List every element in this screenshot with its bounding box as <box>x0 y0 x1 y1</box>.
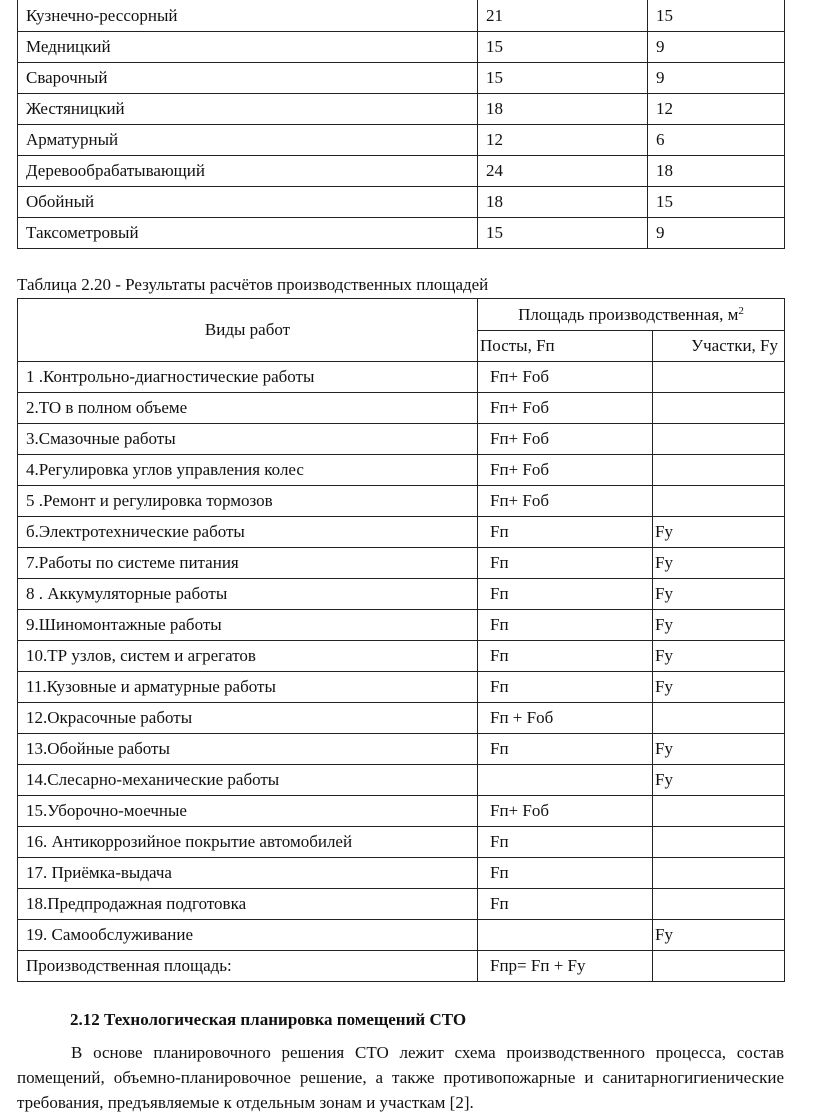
table-row <box>18 765 785 796</box>
table-cell: Fп <box>478 641 653 672</box>
table-cell: Fп+ Fоб <box>478 796 653 827</box>
table-row <box>18 156 785 187</box>
table-row <box>18 0 785 32</box>
table-row <box>18 187 785 218</box>
table-cell: Fп+ Fоб <box>478 455 653 486</box>
table-cell: Арматурный <box>18 125 478 156</box>
table-cell: 8 . Аккумуляторные работы <box>18 579 478 610</box>
header-sections: Участки, Fу <box>653 331 785 362</box>
workshop-table-body <box>18 0 785 249</box>
table-row <box>18 424 785 455</box>
table-cell <box>653 486 785 517</box>
table-cell: 15 <box>648 0 785 32</box>
table-cell: Fy <box>653 641 785 672</box>
table-cell <box>653 951 785 982</box>
production-area-table-body <box>18 362 785 982</box>
table-cell <box>653 393 785 424</box>
table-cell: 15 <box>478 218 648 249</box>
table-cell: Fy <box>653 548 785 579</box>
table-cell: 24 <box>478 156 648 187</box>
header-work-types: Виды работ <box>18 299 478 362</box>
table-cell <box>653 362 785 393</box>
table-cell: Fп <box>478 734 653 765</box>
table-cell: Fп <box>478 517 653 548</box>
table-row <box>18 703 785 734</box>
table-cell: Fп <box>478 672 653 703</box>
table-row <box>18 486 785 517</box>
table-cell: Fy <box>653 579 785 610</box>
table-cell: Fy <box>653 765 785 796</box>
table-cell: 15 <box>478 63 648 94</box>
header-posts: Посты, Fп <box>478 331 653 362</box>
table-cell: 17. Приёмка-выдача <box>18 858 478 889</box>
table-cell <box>653 455 785 486</box>
table-cell: Fy <box>653 734 785 765</box>
table-cell: Сварочный <box>18 63 478 94</box>
table-cell: 15 <box>648 187 785 218</box>
table-cell: 12.Окрасочные работы <box>18 703 478 734</box>
table-cell: 12 <box>478 125 648 156</box>
table-cell: 3.Смазочные работы <box>18 424 478 455</box>
table-cell: 13.Обойные работы <box>18 734 478 765</box>
table-cell <box>653 889 785 920</box>
table-row <box>18 579 785 610</box>
table-cell: 6 <box>648 125 785 156</box>
table-cell: Fп + Fоб <box>478 703 653 734</box>
table-cell: 14.Слесарно-механические работы <box>18 765 478 796</box>
table-cell: Производственная площадь: <box>18 951 478 982</box>
section-heading: 2.12 Технологическая планировка помещений СТО <box>70 1010 467 1029</box>
table-row <box>18 796 785 827</box>
table-row <box>18 517 785 548</box>
table-cell: 15 <box>478 32 648 63</box>
table-cell: Fп <box>478 610 653 641</box>
table-cell: 10.ТР узлов, систем и агрегатов <box>18 641 478 672</box>
table-cell: 19. Самообслуживание <box>18 920 478 951</box>
table-cell: Деревообрабатывающий <box>18 156 478 187</box>
table-row <box>18 63 785 94</box>
table-cell <box>653 703 785 734</box>
table-cell: Таксометровый <box>18 218 478 249</box>
table-caption: Таблица 2.20 - Результаты расчётов производственных площадей <box>17 275 489 294</box>
production-area-table <box>17 298 785 982</box>
table-cell: 9.Шиномонтажные работы <box>18 610 478 641</box>
table-row <box>18 94 785 125</box>
table-cell: 5 .Ремонт и регулировка тормозов <box>18 486 478 517</box>
table-cell: Fy <box>653 920 785 951</box>
table-cell: Fп+ Fоб <box>478 362 653 393</box>
table-cell: 18 <box>478 187 648 218</box>
table-cell: Fп <box>478 827 653 858</box>
table-cell: 12 <box>648 94 785 125</box>
table-cell: Кузнечно-рессорный <box>18 0 478 32</box>
table-cell: Fп+ Fоб <box>478 486 653 517</box>
table-cell: Fп <box>478 858 653 889</box>
table-cell: Fп <box>478 889 653 920</box>
table-row <box>18 951 785 982</box>
table-cell: 9 <box>648 32 785 63</box>
table-row <box>18 672 785 703</box>
table-row <box>18 920 785 951</box>
table-cell <box>653 858 785 889</box>
header-area-sup: 2 <box>738 304 744 317</box>
table-cell: б.Электротехнические работы <box>18 517 478 548</box>
table-cell: Fy <box>653 517 785 548</box>
table-cell: Fп <box>478 548 653 579</box>
table-cell <box>653 827 785 858</box>
table-row <box>18 827 785 858</box>
table-row <box>18 734 785 765</box>
table-cell: Медницкий <box>18 32 478 63</box>
table-row <box>18 548 785 579</box>
table-cell: Fy <box>653 610 785 641</box>
table-cell: 9 <box>648 63 785 94</box>
table-cell: 18 <box>648 156 785 187</box>
table-row <box>18 610 785 641</box>
table-row <box>18 218 785 249</box>
table-cell: 16. Антикоррозийное покрытие автомобилей <box>18 827 478 858</box>
table-row <box>18 393 785 424</box>
table-row <box>18 858 785 889</box>
header-area-label: Площадь производственная, м <box>518 304 739 324</box>
table-row <box>18 362 785 393</box>
table-cell <box>478 765 653 796</box>
table-row <box>18 641 785 672</box>
workshop-table <box>17 0 785 249</box>
table-cell: 18 <box>478 94 648 125</box>
table-cell: 11.Кузовные и арматурные работы <box>18 672 478 703</box>
table-cell: Fп <box>478 579 653 610</box>
table-cell: 2.ТО в полном объеме <box>18 393 478 424</box>
table-cell: Жестяницкий <box>18 94 478 125</box>
header-row <box>18 299 785 331</box>
table-cell: Fy <box>653 672 785 703</box>
table-cell: Fп+ Fоб <box>478 424 653 455</box>
table-cell: Обойный <box>18 187 478 218</box>
section-paragraph: В основе планировочного решения СТО лежит схема производственного процесса, состав помещений, объемно-планировочное решение, а также противопожарные и санитарногигиенические требования, предъявляемые к отдельным зонам и участкам [2]. <box>17 1043 784 1112</box>
table-cell: 18.Предпродажная подготовка <box>18 889 478 920</box>
table-cell: 9 <box>648 218 785 249</box>
table-row <box>18 455 785 486</box>
header-area <box>478 299 785 331</box>
table-cell <box>478 920 653 951</box>
table-cell: 21 <box>478 0 648 32</box>
table-cell: Fпр= Fп + Fy <box>478 951 653 982</box>
table-row <box>18 125 785 156</box>
table-cell <box>653 796 785 827</box>
table-cell: 1 .Контрольно-диагностические работы <box>18 362 478 393</box>
table-cell: 15.Уборочно-моечные <box>18 796 478 827</box>
table-row <box>18 889 785 920</box>
table-cell: Fп+ Fоб <box>478 393 653 424</box>
table-cell: 7.Работы по системе питания <box>18 548 478 579</box>
table-cell <box>653 424 785 455</box>
table-cell: 4.Регулировка углов управления колес <box>18 455 478 486</box>
table-row <box>18 32 785 63</box>
